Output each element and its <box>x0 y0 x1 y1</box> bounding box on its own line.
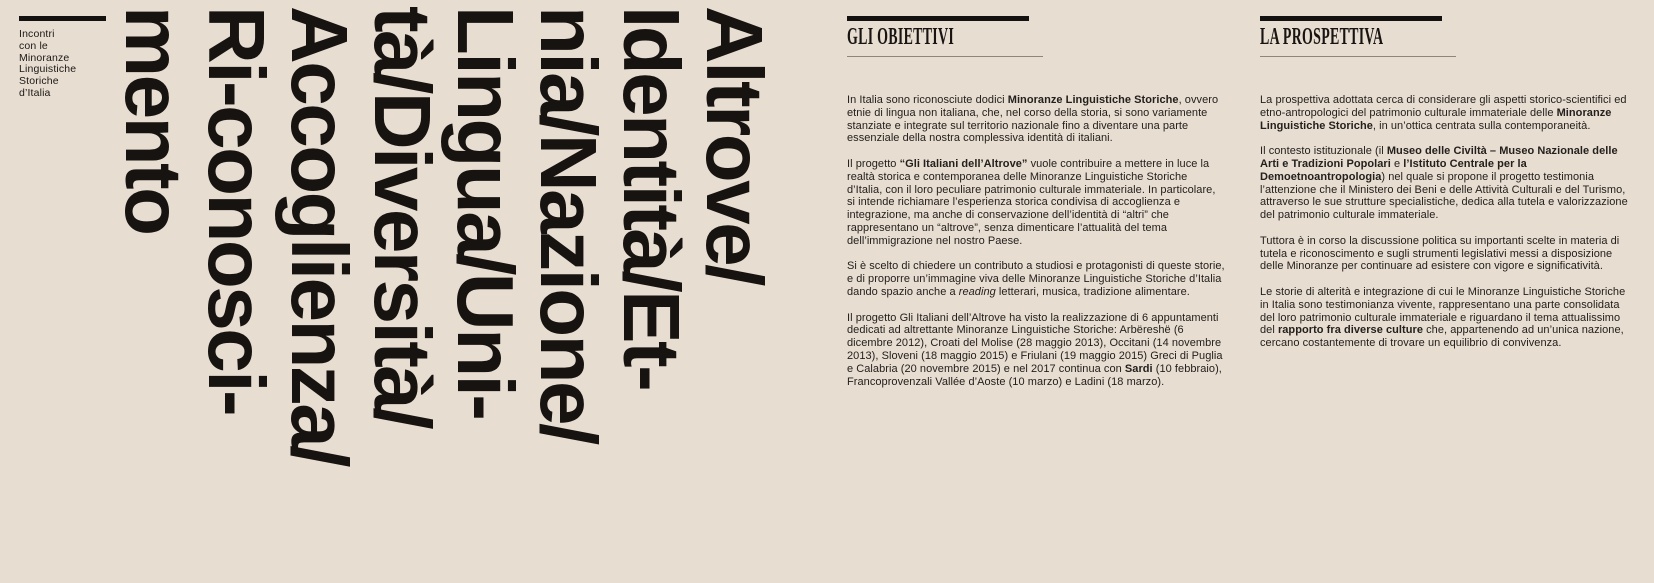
section-body <box>1260 94 1634 350</box>
heading-top-rule <box>847 16 1029 21</box>
section-heading: GLI OBIETTIVI <box>847 24 955 50</box>
body-text: , ovvero etnie di lingua non italiana, che, nel corso della storia, si sono variamente stanziate e integrate sul territorio nazionale fino a diventare una parte essenziale della nostra complessiva identità di italiani. <box>847 94 1219 145</box>
title-line: Altrove/ <box>690 6 779 284</box>
body-text: Le storie di alterità e integrazione di cui le Minoranze Linguistiche Storiche in Italia sono testimonianza vivente, rappresentano una parte consolidata del loro patrimonio culturale immateriale e riguardano il tema attualissimo del <box>1260 285 1626 337</box>
title-line: Identità/Et- <box>607 6 696 390</box>
paragraph <box>847 312 1225 389</box>
section-heading: LA PROSPETTIVA <box>1260 24 1384 50</box>
body-text: e <box>1390 157 1404 170</box>
section-gli-obiettivi <box>847 16 1225 401</box>
paragraph <box>1260 94 1634 132</box>
masthead-line: Storiche <box>19 75 59 88</box>
italic-text: reading <box>958 285 996 298</box>
masthead-line: Minoranze <box>19 51 70 64</box>
masthead-line: con le <box>19 39 48 52</box>
body-text: Si è scelto di chiedere un contributo a studiosi e protagonisti di queste storie, e di proporre un’immagine viva delle Minoranze Linguistiche Storiche d’Italia dando spazio anche a <box>847 260 1225 298</box>
body-text: Il progetto <box>847 157 900 170</box>
bold-text: Museo delle Civiltà – Museo Nazionale delle Arti e Tradizioni Popolari <box>1260 145 1618 170</box>
masthead-line: d’Italia <box>19 86 51 99</box>
masthead-line: Linguistiche <box>19 63 77 76</box>
heading-top-rule <box>1260 16 1442 21</box>
body-text: (10 febbraio), Francoprovenzali Vallée d’Aoste (10 marzo) e Ladini (18 marzo). <box>847 362 1222 388</box>
title-line: mento <box>109 6 198 234</box>
paragraph <box>847 94 1225 145</box>
body-text: Il progetto Gli Italiani dell’Altrove ha visto la realizzazione di 6 appuntamenti dedicati ad altrettante Minoranze Linguistiche Storiche: Arbëreshë (6 dicembre 2012), Croati del Molise (28 maggio 2013), Occitani (14 novembre 2013), Sloveni (18 maggio 2015) e Friulani (19 maggio 2015) Greci di Puglia e Calabria (20 novembre 2015) e nel 2017 continua con <box>847 311 1223 375</box>
bold-text: rapporto fra diverse culture <box>1277 324 1423 337</box>
paragraph <box>1260 145 1634 222</box>
paragraph <box>847 260 1225 298</box>
bold-text: Sardi <box>1124 362 1153 375</box>
paragraph <box>847 158 1225 248</box>
body-text: Il contesto istituzionale (il <box>1260 145 1387 158</box>
body-text: In Italia sono riconosciute dodici <box>847 94 1008 106</box>
body-text: , in un’ottica centrata sulla contemporaneità. <box>1372 119 1591 132</box>
masthead-rule <box>19 16 106 21</box>
bold-text: Minoranze Linguistiche Storiche <box>1007 94 1179 106</box>
body-text: vuole contribuire a mettere in luce la realtà storica e contemporanea delle Minoranze Linguistiche Storiche d’Italia, con il loro peculiare patrimonio culturale immateriale. In particolare, si intende richiamare l’esperienza storica condivisa di accoglienza e integrazione, ma anche di conservazione dell’identità di “altri” che rappresentano un “altrove”, senza dimenticare l’attualità del tema dell’immigrazione nel nostro Paese. <box>847 157 1216 247</box>
title-line: nia/Nazione/ <box>524 6 613 443</box>
masthead-line: Incontri <box>19 28 55 40</box>
body-text: letterari, musica, tradizione alimentare. <box>995 285 1190 298</box>
title-line: tà/Diversità/ <box>358 6 447 428</box>
paragraph <box>1260 235 1634 273</box>
masthead <box>19 16 109 100</box>
body-text: ) nel quale si propone il progetto testimonia l’attenzione che il Ministero dei Beni e delle Attività Culturali e del Turismo, attraverso le sue strutture specialistiche, dedica alla tutela e valorizzazione del patrimonio culturale immateriale. <box>1260 170 1628 222</box>
section-body <box>847 94 1225 388</box>
body-text: che, appartenendo ad un’unica nazione, cercano costantemente di trovare un equilibrio di convivenza. <box>1260 324 1624 350</box>
body-text: Tuttora è in corso la discussione politica su importanti scelte in materia di tutela e riconoscimento e sugli strumenti legislativi messi a disposizione delle Minoranze per continuare ad esistere con vigore e significatività. <box>1260 234 1620 273</box>
title-line: Accoglienza/ <box>275 6 364 466</box>
display-title <box>109 6 779 540</box>
bold-text: “Gli Italiani dell’Altrove” <box>899 157 1028 170</box>
section-la-prospettiva <box>1260 16 1634 363</box>
display-title-rotated <box>109 6 779 546</box>
bold-text: Minoranze Linguistiche Storiche <box>1260 106 1612 132</box>
heading-underline <box>1260 56 1456 57</box>
title-line: Ri-conosci- <box>192 6 281 415</box>
paragraph <box>1260 286 1634 350</box>
heading-underline <box>847 56 1043 57</box>
body-text: La prospettiva adottata cerca di considerare gli aspetti storico-scientifici ed etno-antropologici del patrimonio culturale immateriale delle <box>1260 94 1627 119</box>
bold-text: l’Istituto Centrale per la Demoetnoantropologia <box>1260 157 1527 183</box>
title-line: Lingua/Uni- <box>441 6 530 419</box>
masthead-text <box>19 29 109 100</box>
